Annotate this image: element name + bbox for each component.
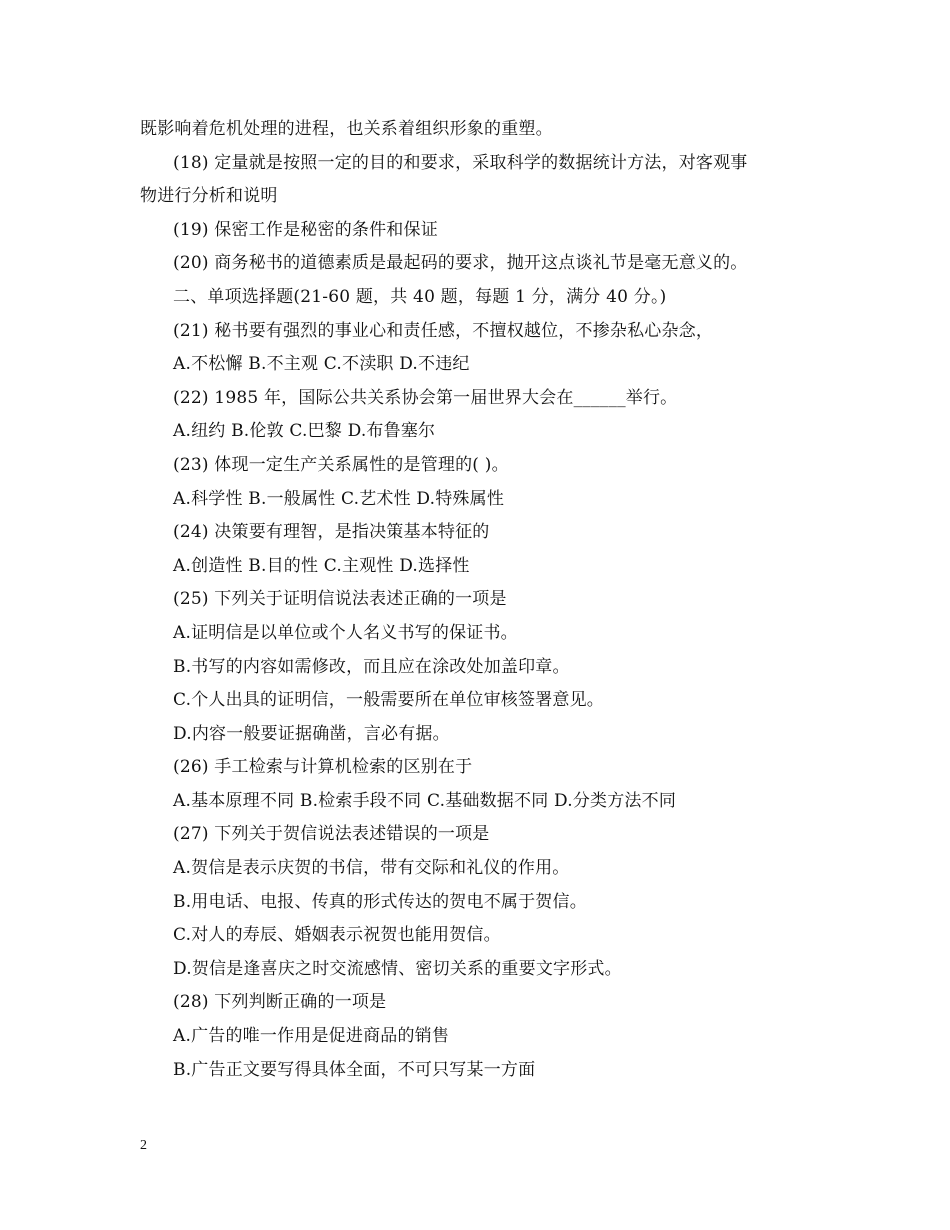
text-line: (20) 商务秘书的道德素质是最起码的要求，抛开这点谈礼节是毫无意义的。	[173, 253, 748, 274]
option-line: B.用电话、电报、传真的形式传达的贺电不属于贺信。	[173, 891, 587, 912]
option-line: A.广告的唯一作用是促进商品的销售	[173, 1026, 450, 1047]
option-line: D.贺信是逢喜庆之时交流感情、密切关系的重要文字形式。	[173, 958, 622, 979]
question-line: (27) 下列关于贺信说法表述错误的一项是	[173, 824, 490, 845]
question-line: (28) 下列判断正确的一项是	[173, 992, 387, 1013]
options-line: A.基本原理不同 B.检索手段不同 C.基础数据不同 D.分类方法不同	[173, 790, 677, 811]
option-line: A.证明信是以单位或个人名义书写的保证书。	[173, 622, 518, 643]
option-line: A.贺信是表示庆贺的书信，带有交际和礼仪的作用。	[173, 858, 570, 879]
options-line: A.纽约 B.伦敦 C.巴黎 D.布鲁塞尔	[173, 421, 436, 442]
options-line: A.科学性 B.一般属性 C.艺术性 D.特殊属性	[173, 488, 505, 509]
question-line: (21) 秘书要有强烈的事业心和责任感，不擅权越位，不掺杂私心杂念，	[173, 320, 714, 341]
option-line: C.个人出具的证明信，一般需要所在单位审核签署意见。	[173, 690, 605, 711]
question-line: (26) 手工检索与计算机检索的区别在于	[173, 757, 473, 778]
document-body	[140, 113, 830, 1087]
question-line: (24) 决策要有理智，是指决策基本特征的	[173, 522, 490, 543]
section-heading: 二、单项选择题(21-60 题，共 40 题，每题 1 分，满分 40 分。)	[173, 286, 667, 307]
question-line: (25) 下列关于证明信说法表述正确的一项是	[173, 589, 507, 610]
question-line: (23) 体现一定生产关系属性的是管理的( )。	[173, 454, 509, 475]
option-line: D.内容一般要证据确凿，言必有据。	[173, 723, 450, 744]
options-line: A.不松懈 B.不主观 C.不渎职 D.不违纪	[173, 354, 470, 375]
text-line: (18) 定量就是按照一定的目的和要求，采取科学的数据统计方法，对客观事	[173, 152, 748, 173]
option-line: B.书写的内容如需修改，而且应在涂改处加盖印章。	[173, 656, 570, 677]
option-line: C.对人的寿辰、婚姻表示祝贺也能用贺信。	[173, 925, 501, 946]
option-line: B.广告正文要写得具体全面，不可只写某一方面	[173, 1059, 536, 1080]
page-number: 2	[140, 1138, 147, 1153]
text-line: 物进行分析和说明	[140, 186, 278, 207]
text-line: (19) 保密工作是秘密的条件和保证	[173, 219, 438, 240]
text-line: 既影响着危机处理的进程，也关系着组织形象的重塑。	[140, 119, 553, 139]
options-line: A.创造性 B.目的性 C.主观性 D.选择性	[173, 555, 470, 576]
question-line: (22) 1985 年，国际公共关系协会第一届世界大会在______举行。	[173, 387, 678, 408]
